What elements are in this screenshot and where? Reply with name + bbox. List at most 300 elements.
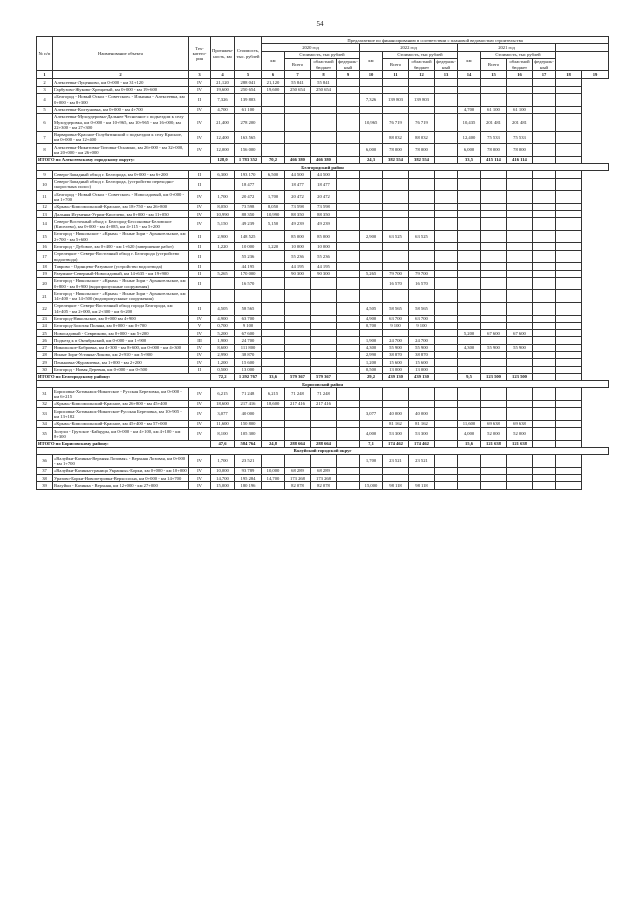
value-cell: 44 195 — [311, 263, 337, 270]
object-name: «Крым»-Комсомольский-Красное, км 18+750 - км 26+800 — [53, 203, 189, 210]
value-cell — [311, 428, 337, 441]
value-cell — [337, 351, 360, 358]
table-row — [37, 250, 609, 263]
object-name: Белгород-Золотая Поляна, км 0+000 - км 0+700 — [53, 322, 189, 329]
value-cell — [481, 475, 507, 482]
header-cost-3: Стоимость, тыс рублей — [481, 51, 556, 58]
value-cell: 63 700 — [383, 315, 409, 322]
value-cell — [262, 263, 285, 270]
object-name: Борисовка-Хотмыжск-Никитское - Русская Березовка, км 0+000 - км 6+215 — [53, 388, 189, 401]
category: IV — [189, 351, 211, 358]
value-cell — [533, 475, 556, 482]
value-cell — [458, 467, 481, 474]
cost-total: 1 292 767 — [235, 373, 262, 380]
value-cell — [383, 330, 409, 337]
category: IV — [189, 211, 211, 218]
value-cell — [556, 408, 582, 421]
object-name: Золухи - Грузское -Байцуры, км 0+000 - км 4+100, км 4+100 - км 8+300 — [53, 428, 189, 441]
value-cell: 38 870 — [383, 351, 409, 358]
value-cell — [458, 230, 481, 243]
value-cell: 88 032 — [383, 131, 409, 144]
value-cell — [285, 428, 311, 441]
value-cell — [311, 408, 337, 421]
value-cell — [360, 467, 383, 474]
row-number: 7 — [37, 131, 53, 144]
object-name: Белгород - Никольское - «Крым» - Ясные Зори - Архангельское, км 2+700 - км 5+600 — [53, 230, 189, 243]
value-cell: 49 239 — [311, 218, 337, 231]
value-cell — [458, 79, 481, 86]
value-cell — [311, 302, 337, 315]
value-cell — [507, 250, 533, 263]
value-cell — [556, 243, 582, 250]
value-cell — [409, 475, 435, 482]
value-cell — [458, 315, 481, 322]
header-year-2: 2022 год — [360, 44, 458, 51]
row-number: 39 — [37, 482, 53, 489]
header-total-1: Всего — [285, 58, 311, 71]
value-cell — [533, 388, 556, 401]
value-cell — [409, 203, 435, 210]
value-cell — [556, 455, 582, 468]
value-cell — [337, 203, 360, 210]
value-cell — [481, 467, 507, 474]
value-cell — [533, 79, 556, 86]
value-cell: 6,215 — [262, 388, 285, 401]
value-cell — [435, 263, 458, 270]
category: IV — [189, 408, 211, 421]
value-cell — [262, 230, 285, 243]
value-cell — [409, 211, 435, 218]
value-cell — [383, 178, 409, 191]
page-number: 54 — [316, 20, 324, 28]
length-km — [211, 263, 235, 270]
value-cell — [262, 455, 285, 468]
value-cell — [507, 351, 533, 358]
value-cell — [311, 337, 337, 344]
value-cell — [556, 388, 582, 401]
category: IV — [189, 113, 211, 131]
header-regional-2: областной бюджет — [409, 58, 435, 71]
length-km: 0,500 — [211, 366, 235, 373]
value-cell — [507, 455, 533, 468]
section-header-row — [37, 447, 609, 454]
value-cell — [435, 482, 458, 489]
row-number: 38 — [37, 475, 53, 482]
value-cell — [435, 106, 458, 113]
length-km: 21,400 — [211, 113, 235, 131]
value-cell — [262, 315, 285, 322]
value-cell — [435, 322, 458, 329]
value-cell: 78 000 — [507, 144, 533, 157]
category: IV — [189, 106, 211, 113]
value-cell: 76 719 — [383, 113, 409, 131]
value-cell: 88 350 — [285, 211, 311, 218]
value-cell — [481, 408, 507, 421]
value-cell — [337, 270, 360, 277]
row-number: 3 — [37, 86, 53, 93]
value-cell: 12,400 — [458, 131, 481, 144]
header-federal-1: федераль- ный — [338, 59, 358, 70]
value-cell: 250 654 — [285, 86, 311, 93]
value-cell — [481, 79, 507, 86]
category: IV — [189, 330, 211, 337]
length-km: 1,220 — [211, 243, 235, 250]
value-cell: 5,265 — [360, 270, 383, 277]
value-cell — [556, 337, 582, 344]
value-cell: 6,000 — [360, 144, 383, 157]
value-cell: 55 841 — [285, 79, 311, 86]
column-index: 1 — [37, 71, 53, 79]
value-cell: 78 000 — [481, 144, 507, 157]
category: II — [189, 93, 211, 106]
value-cell — [262, 144, 285, 157]
value-cell — [533, 211, 556, 218]
cost-total: 13 000 — [235, 366, 262, 373]
cost-total: 15 600 — [235, 359, 262, 366]
row-number: 9 — [37, 171, 53, 178]
value-cell: 18 477 — [285, 178, 311, 191]
value-cell — [337, 366, 360, 373]
header-km-3: км — [458, 51, 481, 71]
length-km: 10,990 — [211, 211, 235, 218]
object-name: Ясные Зори-Устинка-Локово, км 2+910 - км 5+900 — [53, 351, 189, 358]
value-cell — [458, 211, 481, 218]
value-cell — [383, 191, 409, 204]
category: IV — [189, 475, 211, 482]
value-cell — [435, 420, 458, 427]
value-cell: 20 472 — [311, 191, 337, 204]
length-km — [211, 178, 235, 191]
value-cell — [360, 277, 383, 290]
value-cell — [507, 230, 533, 243]
row-number: 30 — [37, 366, 53, 373]
object-name: Пеньковка-Журавлевка, км 1+000 - км 2+200 — [53, 359, 189, 366]
table-row — [37, 351, 609, 358]
value-cell — [360, 330, 383, 337]
value-cell — [337, 373, 360, 380]
column-index: 11 — [383, 71, 409, 79]
value-cell — [481, 230, 507, 243]
table-row — [37, 243, 609, 250]
value-cell — [360, 171, 383, 178]
row-number: 26 — [37, 337, 53, 344]
object-name: «Валуйки-Казинка-Верхняя Лозовая» - Верхняя Лозовая, км 0+000 - км 1+700 — [53, 455, 189, 468]
value-cell — [262, 270, 285, 277]
cost-total: 20 472 — [235, 191, 262, 204]
value-cell — [311, 359, 337, 366]
value-cell: 15,6 — [458, 440, 481, 447]
object-name: Валуйки - Казинка - Верхняя, км 12+000 - км 27+000 — [53, 482, 189, 489]
value-cell — [285, 106, 311, 113]
value-cell — [458, 203, 481, 210]
value-cell: 85 000 — [311, 230, 337, 243]
value-cell — [533, 400, 556, 407]
value-cell — [262, 366, 285, 373]
object-name: «Крым»-Комсомольский-Красное, км 45+400 - км 57+000 — [53, 420, 189, 427]
value-cell — [458, 359, 481, 366]
value-cell: 579 367 — [311, 373, 337, 380]
value-cell — [533, 263, 556, 270]
cost-total: 61 100 — [235, 106, 262, 113]
value-cell — [311, 106, 337, 113]
value-cell — [435, 86, 458, 93]
value-cell — [556, 428, 582, 441]
table-row — [37, 131, 609, 144]
category: III — [189, 337, 211, 344]
value-cell: 14,700 — [262, 475, 285, 482]
value-cell — [533, 420, 556, 427]
value-cell — [337, 263, 360, 270]
value-cell — [360, 263, 383, 270]
length-km: 4,700 — [211, 106, 235, 113]
cost-total: 111 800 — [235, 344, 262, 351]
column-index: 5 — [235, 71, 262, 79]
cost-total: 193 170 — [235, 171, 262, 178]
section-header-row — [37, 381, 609, 388]
length-km: 2,900 — [211, 230, 235, 243]
cost-total: 73 598 — [235, 203, 262, 210]
row-number: 36 — [37, 455, 53, 468]
section-title: Валуйский городской округ — [37, 447, 609, 454]
value-cell — [533, 178, 556, 191]
value-cell — [458, 171, 481, 178]
object-name: Таврово - Одинцево-Разумное (устройство водоотвода) — [53, 263, 189, 270]
value-cell — [337, 482, 360, 489]
value-cell: 123 500 — [481, 373, 507, 380]
value-cell — [458, 337, 481, 344]
value-cell — [481, 302, 507, 315]
value-cell: 82 078 — [311, 482, 337, 489]
cost-total: 278 200 — [235, 113, 262, 131]
value-cell: 81 162 — [409, 420, 435, 427]
value-cell — [337, 337, 360, 344]
value-cell — [556, 277, 582, 290]
object-name: Гарбузово-Жуково-Хрещатый, км 0+000 - км 19+600 — [53, 86, 189, 93]
value-cell — [409, 218, 435, 231]
row-number: 18 — [37, 263, 53, 270]
value-cell — [262, 344, 285, 351]
value-cell — [507, 359, 533, 366]
row-number: 16 — [37, 243, 53, 250]
length-km: 72,2 — [211, 373, 235, 380]
row-number: 21 — [37, 290, 53, 303]
row-number: 34 — [37, 420, 53, 427]
value-cell — [556, 191, 582, 204]
value-cell: 71 248 — [311, 388, 337, 401]
value-cell — [337, 344, 360, 351]
value-cell — [556, 171, 582, 178]
value-cell — [409, 79, 435, 86]
value-cell — [337, 290, 360, 303]
value-cell — [481, 250, 507, 263]
object-name: «Валуйки-Казинка-граница Украины»-Борки, км 0+000 - км 10+000 — [54, 468, 187, 474]
value-cell — [262, 93, 285, 106]
value-cell — [507, 79, 533, 86]
value-cell — [262, 131, 285, 144]
value-cell: 49 239 — [285, 218, 311, 231]
category: IV — [189, 191, 211, 204]
value-cell — [556, 322, 582, 329]
value-cell — [285, 420, 311, 427]
value-cell — [533, 106, 556, 113]
value-cell — [383, 86, 409, 93]
value-cell — [435, 359, 458, 366]
value-cell: 73 598 — [285, 203, 311, 210]
object-name: Северо-Восточный обход г. Белгород-Бессоновка-Беловское (Киселево), км 0+000 - км 4+085, км 4+115 - км 5+200 — [53, 218, 189, 231]
value-cell — [383, 250, 409, 263]
value-cell — [556, 351, 582, 358]
value-cell — [337, 113, 360, 131]
value-cell — [533, 373, 556, 380]
value-cell — [507, 191, 533, 204]
value-cell: 288 664 — [285, 440, 311, 447]
value-cell — [507, 400, 533, 407]
value-cell — [533, 344, 556, 351]
value-cell — [311, 277, 337, 290]
value-cell: 1,220 — [262, 243, 285, 250]
value-cell — [285, 351, 311, 358]
value-cell: 98 118 — [383, 482, 409, 489]
value-cell — [458, 270, 481, 277]
value-cell — [360, 106, 383, 113]
table-row — [37, 322, 609, 329]
value-cell — [533, 482, 556, 489]
value-cell: 73 598 — [311, 203, 337, 210]
value-cell — [533, 218, 556, 231]
value-cell: 24 700 — [383, 337, 409, 344]
length-km: 21,120 — [211, 79, 235, 86]
column-index: 2 — [53, 71, 189, 79]
object-name: Никольское-Бобровка, км 4+300 - км 8+600, км 0+000 - км 4+300 — [53, 344, 189, 351]
table-row — [37, 428, 609, 441]
table-row — [37, 230, 609, 243]
length-km: 6,300 — [211, 171, 235, 178]
value-cell — [337, 178, 360, 191]
value-cell — [383, 290, 409, 303]
row-number: 13 — [37, 211, 53, 218]
value-cell: 52 000 — [481, 428, 507, 441]
value-cell — [435, 250, 458, 263]
value-cell — [337, 400, 360, 407]
value-cell — [409, 467, 435, 474]
object-name: Дальняя Игуменка-Угрим-Киселево, км 0+000 - км 11+050 — [53, 211, 189, 218]
table-row — [37, 408, 609, 421]
value-cell — [360, 131, 383, 144]
value-cell — [481, 171, 507, 178]
category: IV — [189, 144, 211, 157]
value-cell — [435, 218, 458, 231]
value-cell: 76 719 — [409, 113, 435, 131]
value-cell — [337, 440, 360, 447]
value-cell — [337, 388, 360, 401]
value-cell — [337, 277, 360, 290]
header-regional-1: областной бюджет — [311, 58, 337, 71]
value-cell — [507, 277, 533, 290]
value-cell: 81 162 — [383, 420, 409, 427]
cost-total: 55 236 — [235, 250, 262, 263]
value-cell — [262, 302, 285, 315]
value-cell — [481, 351, 507, 358]
value-cell: 63 525 — [383, 230, 409, 243]
object-name: «Крым»-Комсомольский-Красное, км 26+800 - км 45+400 — [53, 400, 189, 407]
value-cell: 2,990 — [360, 351, 383, 358]
cost-total: 16 570 — [235, 277, 262, 290]
value-cell — [458, 482, 481, 489]
value-cell: 44 500 — [285, 171, 311, 178]
table-row — [37, 86, 609, 93]
table-row — [37, 388, 609, 401]
value-cell — [481, 482, 507, 489]
value-cell — [556, 113, 582, 131]
value-cell — [285, 315, 311, 322]
object-name: Варваровка-Красное-Голубятинский с подъездом к селу Красное, км 0+000 - км 12+400 — [53, 131, 189, 144]
value-cell — [435, 330, 458, 337]
value-cell: 9 100 — [383, 322, 409, 329]
total-label: ИТОГО по Борисовскому району: — [37, 440, 211, 447]
header-regional-3: областной бюджет — [507, 58, 533, 71]
column-index: 10 — [360, 71, 383, 79]
value-cell — [533, 250, 556, 263]
value-cell: 23 521 — [409, 455, 435, 468]
value-cell: 466 380 — [285, 156, 311, 163]
value-cell: 82 078 — [285, 482, 311, 489]
value-cell — [311, 113, 337, 131]
value-cell — [507, 408, 533, 421]
value-cell — [435, 337, 458, 344]
table-row — [37, 191, 609, 204]
value-cell — [533, 337, 556, 344]
value-cell — [435, 203, 458, 210]
object-name: Белгород - Новая Деревня, км 0+000 - км 0+500 — [53, 366, 189, 373]
value-cell — [507, 482, 533, 489]
header-category: Тех- катего- рия — [189, 37, 211, 71]
object-name: Алексеевка-Мухоудеровка-Дальнее Чесночное с подъездом к селу Мухоудеровка, км 0+000 - км 10+965, км 10+965 - км 16+000; км 22+300 - км 27+300 — [53, 113, 189, 131]
cost-total: 250 654 — [235, 86, 262, 93]
cost-total: 584 764 — [235, 440, 262, 447]
table-row — [37, 203, 609, 210]
value-cell — [556, 203, 582, 210]
value-cell — [360, 290, 383, 303]
value-cell: 79 700 — [409, 270, 435, 277]
section-header-row — [37, 164, 609, 171]
value-cell: 6,500 — [262, 171, 285, 178]
value-cell: 10,965 — [360, 113, 383, 131]
value-cell: 439 130 — [383, 373, 409, 380]
length-km: 7,326 — [211, 93, 235, 106]
value-cell — [533, 113, 556, 131]
row-number: 20 — [37, 277, 53, 290]
category: IV — [189, 131, 211, 144]
value-cell — [533, 315, 556, 322]
object-name: Белгород - Никольское - «Крым» - Ясные Зори - Архангельское, км 0+800 - км 0+900 (водопропускные сооружения) — [53, 277, 189, 290]
column-index: 12 — [409, 71, 435, 79]
value-cell — [556, 359, 582, 366]
cost-total: 156 000 — [235, 144, 262, 157]
column-index: 13 — [435, 71, 458, 79]
cost-total: 24 700 — [235, 337, 262, 344]
length-km: 5,265 — [211, 270, 235, 277]
value-cell — [409, 178, 435, 191]
cost-total: 105 300 — [235, 428, 262, 441]
value-cell — [458, 218, 481, 231]
value-cell: 250 654 — [311, 86, 337, 93]
value-cell — [337, 218, 360, 231]
object-name: Северо-Западный обход г. Белгорода, км 0+000 - км 6+200 — [53, 171, 189, 178]
value-cell: 52 000 — [507, 428, 533, 441]
value-cell — [337, 144, 360, 157]
table-row — [37, 113, 609, 131]
row-number: 12 — [37, 203, 53, 210]
